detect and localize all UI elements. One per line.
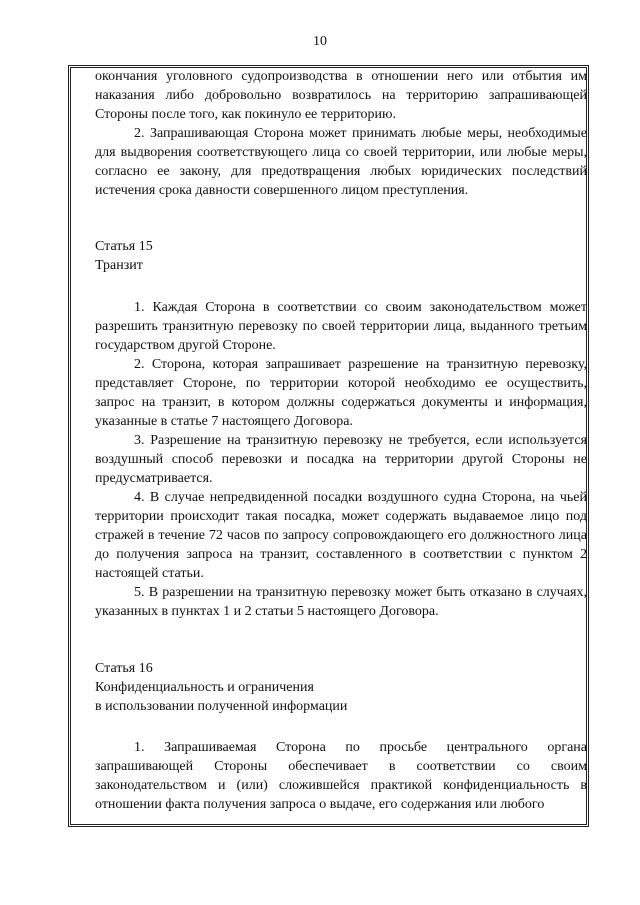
continuation-paragraph: окончания уголовного судопроизводства в отношении него или отбытия им наказания либо добровольно возвратилось на территорию запрашивающей Стороны после того, как покинуло ее территорию.	[95, 69, 587, 122]
article-15-paragraph-3: 3. Разрешение на транзитную перевозку не требуется, если используется воздушный способ перевозки и посадка на территории другой Стороны не предусматривается.	[95, 433, 587, 486]
article-15-number: Статья 15	[95, 239, 153, 254]
article-16-number: Статья 16	[95, 661, 153, 676]
article-15-paragraph-2: 2. Сторона, которая запрашивает разрешение на транзитную перевозку, представляет Стороне, по территории которой необходимо ее осуществить, запрос на транзит, в котором должны содержаться документы и информация, указанные в статье 7 настоящего Договора.	[95, 357, 587, 429]
article-15-paragraph-5: 5. В разрешении на транзитную перевозку может быть отказано в случаях, указанных в пунктах 1 и 2 статьи 5 настоящего Договора.	[95, 585, 587, 619]
article-16	[95, 659, 587, 814]
paragraph-2: 2. Запрашивающая Сторона может принимать любые меры, необходимые для выдворения соответствующего лица со своей территории, или любые меры, согласно ее закону, для предотвращения любых юридических последствий истечения срока давности совершенного лицом преступления.	[95, 126, 587, 198]
document-body	[95, 67, 587, 814]
article-16-title-line-2: в использовании полученной информации	[95, 699, 348, 714]
article-16-title-line-1: Конфиденциальность и ограничения	[95, 680, 314, 695]
article-15	[95, 237, 587, 621]
article-15-paragraph-4: 4. В случае непредвиденной посадки воздушного судна Сторона, на чьей территории происходит такая посадка, может содержать выдаваемое лицо под стражей в течение 72 часов по запросу сопровождающего его должностного лица до получения запроса на транзит, составленного в соответствии с пунктом 2 настоящей статьи.	[95, 490, 587, 581]
article-16-paragraph-1: 1. Запрашиваемая Сторона по просьбе центрального органа запрашивающей Стороны обеспечивает в соответствии со своим законодательством и (или) сложившейся практикой конфиденциальность в отношении факта получения запроса о выдаче, его содержания или любого	[95, 740, 587, 812]
article-15-title: Транзит	[95, 258, 143, 273]
article-15-spacer	[95, 275, 587, 298]
article-16-spacer	[95, 716, 587, 738]
page-number: 10	[313, 34, 327, 49]
article-15-paragraph-1: 1. Каждая Сторона в соответствии со своим законодательством может разрешить транзитную перевозку по своей территории лица, выданного третьим государством другой Стороне.	[95, 300, 587, 353]
